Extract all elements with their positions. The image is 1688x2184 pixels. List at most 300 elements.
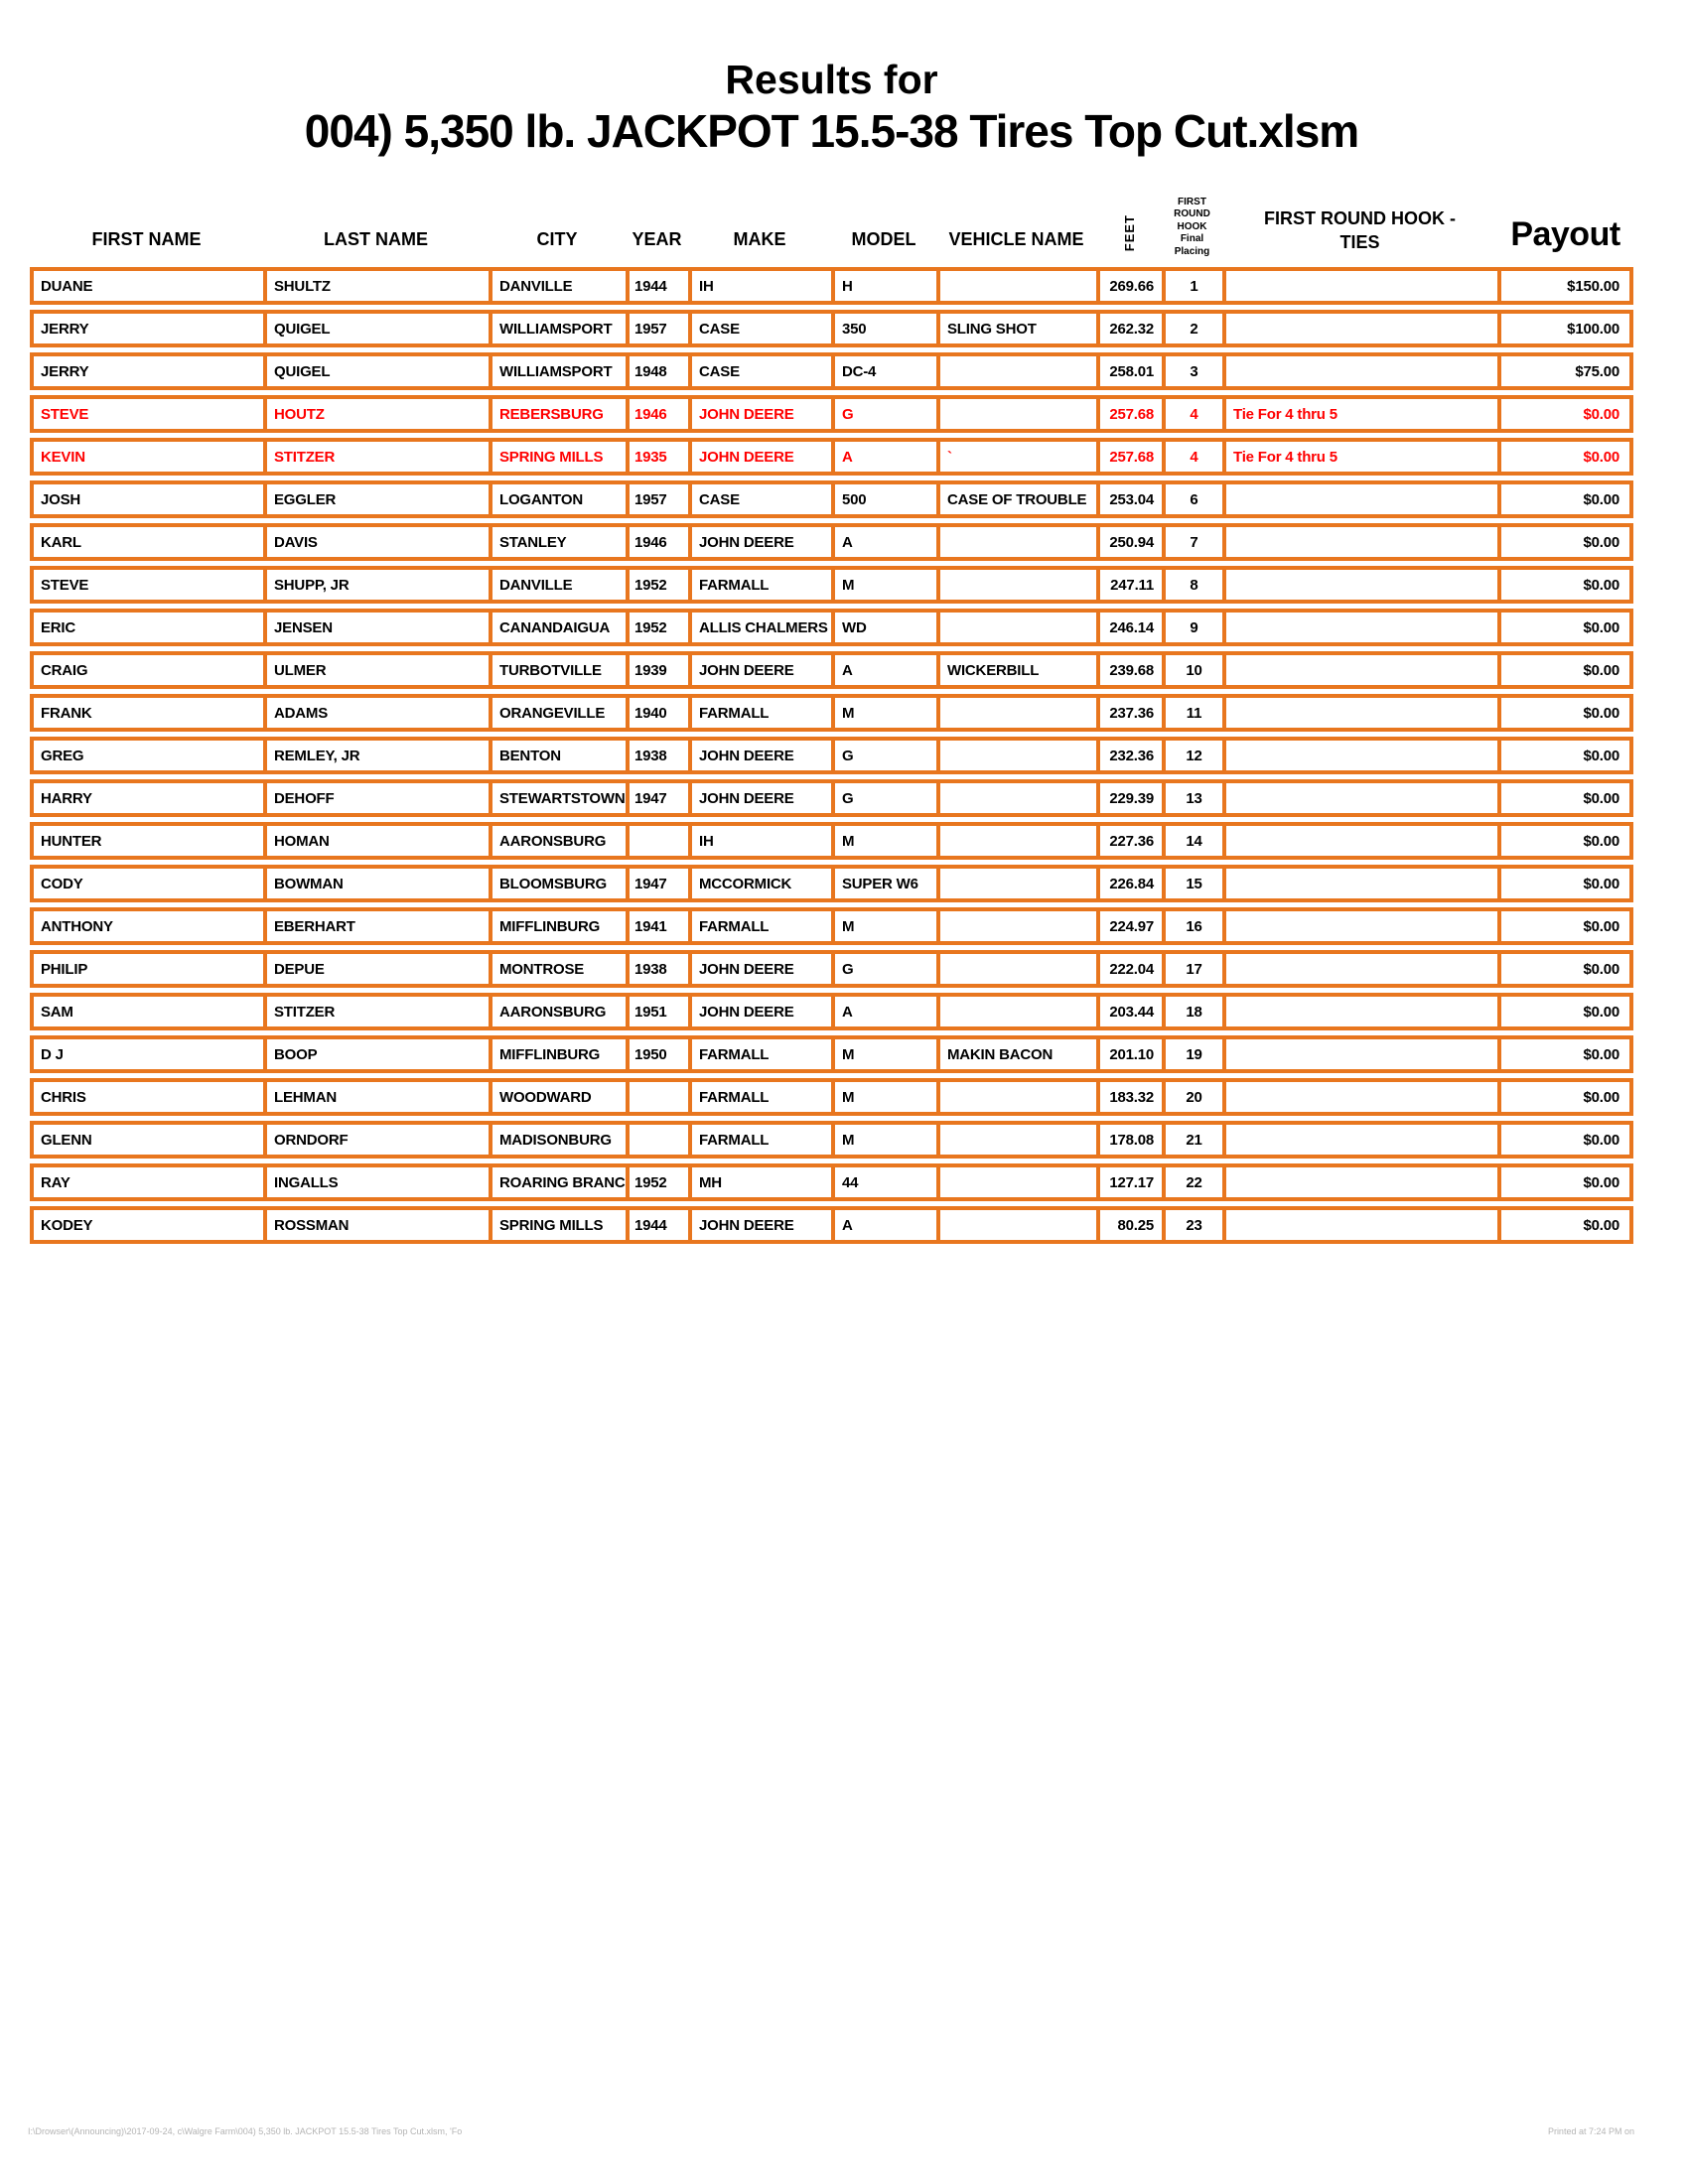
cell-model: DC-4 xyxy=(831,352,936,390)
cell-vehicle xyxy=(936,523,1096,561)
cell-year: 1947 xyxy=(626,779,688,817)
cell-city: ORANGEVILLE xyxy=(489,694,626,732)
table-row xyxy=(30,1035,1633,1073)
report-title xyxy=(30,0,1633,157)
cell-payout: $0.00 xyxy=(1497,1078,1633,1116)
table-row xyxy=(30,993,1633,1030)
footer-file-path: I:\Drowser\(Announcing)\2017-09-24, c\Walgre Farm\004) 5,350 lb. JACKPOT 15.5-38 Tires Top Cut.xlsm, 'Fo xyxy=(28,2126,463,2136)
cell-place: 17 xyxy=(1162,950,1222,988)
cell-first: PHILIP xyxy=(30,950,263,988)
cell-ties xyxy=(1222,822,1497,860)
cell-year: 1941 xyxy=(626,907,688,945)
cell-place: 4 xyxy=(1162,438,1222,476)
cell-city: MIFFLINBURG xyxy=(489,907,626,945)
results-table-body xyxy=(30,267,1633,1244)
cell-vehicle xyxy=(936,993,1096,1030)
cell-make: FARMALL xyxy=(688,1078,831,1116)
cell-ties xyxy=(1222,694,1497,732)
col-header-city: CITY xyxy=(536,229,578,249)
table-row xyxy=(30,1121,1633,1159)
cell-city: AARONSBURG xyxy=(489,822,626,860)
cell-year: 1940 xyxy=(626,694,688,732)
cell-city: MIFFLINBURG xyxy=(489,1035,626,1073)
cell-first: FRANK xyxy=(30,694,263,732)
cell-feet: 232.36 xyxy=(1096,737,1162,774)
cell-make: FARMALL xyxy=(688,1121,831,1159)
cell-ties xyxy=(1222,1078,1497,1116)
cell-year: 1947 xyxy=(626,865,688,902)
cell-place: 9 xyxy=(1162,609,1222,646)
cell-model: WD xyxy=(831,609,936,646)
cell-city: SPRING MILLS xyxy=(489,438,626,476)
cell-payout: $0.00 xyxy=(1497,907,1633,945)
cell-feet: 257.68 xyxy=(1096,395,1162,433)
cell-feet: 262.32 xyxy=(1096,310,1162,347)
table-row xyxy=(30,523,1633,561)
cell-place: 13 xyxy=(1162,779,1222,817)
cell-first: JOSH xyxy=(30,480,263,518)
cell-make: JOHN DEERE xyxy=(688,993,831,1030)
cell-vehicle: SLING SHOT xyxy=(936,310,1096,347)
cell-make: JOHN DEERE xyxy=(688,651,831,689)
cell-ties xyxy=(1222,352,1497,390)
col-header-first-name: FIRST NAME xyxy=(91,229,202,249)
feet-rotated-label: FEET xyxy=(1121,213,1137,251)
cell-ties: Tie For 4 thru 5 xyxy=(1222,395,1497,433)
hook-header-line: Placing xyxy=(1174,245,1210,257)
cell-last: QUIGEL xyxy=(263,310,489,347)
cell-last: HOMAN xyxy=(263,822,489,860)
cell-model: A xyxy=(831,651,936,689)
cell-first: CHRIS xyxy=(30,1078,263,1116)
cell-last: LEHMAN xyxy=(263,1078,489,1116)
cell-make: CASE xyxy=(688,310,831,347)
cell-place: 15 xyxy=(1162,865,1222,902)
cell-model: G xyxy=(831,779,936,817)
cell-vehicle: ` xyxy=(936,438,1096,476)
col-header-first-round-hook-placing xyxy=(1162,159,1222,262)
cell-payout: $0.00 xyxy=(1497,609,1633,646)
cell-vehicle xyxy=(936,1078,1096,1116)
cell-last: EGGLER xyxy=(263,480,489,518)
cell-payout: $0.00 xyxy=(1497,651,1633,689)
cell-model: A xyxy=(831,1206,936,1244)
cell-make: JOHN DEERE xyxy=(688,438,831,476)
cell-model: A xyxy=(831,438,936,476)
cell-model: M xyxy=(831,822,936,860)
cell-place: 16 xyxy=(1162,907,1222,945)
cell-vehicle xyxy=(936,779,1096,817)
cell-feet: 269.66 xyxy=(1096,267,1162,305)
cell-vehicle xyxy=(936,822,1096,860)
cell-last: STITZER xyxy=(263,438,489,476)
cell-feet: 250.94 xyxy=(1096,523,1162,561)
cell-city: STANLEY xyxy=(489,523,626,561)
cell-first: HUNTER xyxy=(30,822,263,860)
table-row xyxy=(30,822,1633,860)
cell-model: A xyxy=(831,523,936,561)
cell-vehicle xyxy=(936,1206,1096,1244)
cell-place: 3 xyxy=(1162,352,1222,390)
cell-model: 500 xyxy=(831,480,936,518)
cell-city: REBERSBURG xyxy=(489,395,626,433)
cell-first: KARL xyxy=(30,523,263,561)
cell-last: DAVIS xyxy=(263,523,489,561)
cell-feet: 183.32 xyxy=(1096,1078,1162,1116)
cell-last: ADAMS xyxy=(263,694,489,732)
cell-first: KODEY xyxy=(30,1206,263,1244)
cell-city: WILLIAMSPORT xyxy=(489,310,626,347)
cell-feet: 246.14 xyxy=(1096,609,1162,646)
cell-first: HARRY xyxy=(30,779,263,817)
cell-model: 350 xyxy=(831,310,936,347)
cell-make: FARMALL xyxy=(688,694,831,732)
cell-ties xyxy=(1222,651,1497,689)
cell-last: QUIGEL xyxy=(263,352,489,390)
cell-make: CASE xyxy=(688,352,831,390)
cell-make: IH xyxy=(688,267,831,305)
cell-last: INGALLS xyxy=(263,1163,489,1201)
cell-ties xyxy=(1222,523,1497,561)
cell-payout: $0.00 xyxy=(1497,566,1633,604)
cell-city: SPRING MILLS xyxy=(489,1206,626,1244)
cell-year: 1938 xyxy=(626,737,688,774)
cell-ties xyxy=(1222,950,1497,988)
cell-first: GLENN xyxy=(30,1121,263,1159)
header-row xyxy=(30,159,1633,262)
cell-city: BLOOMSBURG xyxy=(489,865,626,902)
cell-year: 1935 xyxy=(626,438,688,476)
cell-vehicle xyxy=(936,609,1096,646)
cell-last: BOOP xyxy=(263,1035,489,1073)
cell-last: SHUPP, JR xyxy=(263,566,489,604)
cell-year: 1957 xyxy=(626,480,688,518)
cell-place: 12 xyxy=(1162,737,1222,774)
table-row xyxy=(30,907,1633,945)
cell-year: 1952 xyxy=(626,1163,688,1201)
cell-make: FARMALL xyxy=(688,907,831,945)
col-header-make: MAKE xyxy=(733,229,786,249)
cell-city: TURBOTVILLE xyxy=(489,651,626,689)
col-header-vehicle-name: VEHICLE NAME xyxy=(948,229,1084,249)
cell-first: JERRY xyxy=(30,352,263,390)
cell-ties xyxy=(1222,310,1497,347)
cell-payout: $0.00 xyxy=(1497,395,1633,433)
cell-place: 18 xyxy=(1162,993,1222,1030)
cell-payout: $0.00 xyxy=(1497,779,1633,817)
cell-payout: $0.00 xyxy=(1497,694,1633,732)
cell-feet: 227.36 xyxy=(1096,822,1162,860)
ties-header-line2: TIES xyxy=(1339,231,1380,252)
cell-model: M xyxy=(831,1121,936,1159)
cell-model: M xyxy=(831,694,936,732)
cell-ties xyxy=(1222,737,1497,774)
cell-feet: 203.44 xyxy=(1096,993,1162,1030)
cell-city: MONTROSE xyxy=(489,950,626,988)
cell-last: DEHOFF xyxy=(263,779,489,817)
cell-model: M xyxy=(831,907,936,945)
cell-make: JOHN DEERE xyxy=(688,1206,831,1244)
cell-city: WOODWARD xyxy=(489,1078,626,1116)
cell-city: MADISONBURG xyxy=(489,1121,626,1159)
cell-vehicle: CASE OF TROUBLE xyxy=(936,480,1096,518)
cell-feet: 201.10 xyxy=(1096,1035,1162,1073)
cell-feet: 239.68 xyxy=(1096,651,1162,689)
hook-header-line: HOOK xyxy=(1177,220,1207,232)
cell-make: FARMALL xyxy=(688,566,831,604)
cell-payout: $0.00 xyxy=(1497,1121,1633,1159)
cell-ties xyxy=(1222,609,1497,646)
col-header-payout: Payout xyxy=(1510,215,1620,253)
table-row xyxy=(30,865,1633,902)
cell-place: 4 xyxy=(1162,395,1222,433)
cell-place: 10 xyxy=(1162,651,1222,689)
table-row xyxy=(30,779,1633,817)
report-title-line1: Results for xyxy=(725,57,938,102)
cell-make: CASE xyxy=(688,480,831,518)
cell-feet: 226.84 xyxy=(1096,865,1162,902)
cell-place: 6 xyxy=(1162,480,1222,518)
cell-year: 1952 xyxy=(626,566,688,604)
cell-vehicle xyxy=(936,865,1096,902)
cell-city: ROARING BRANC xyxy=(489,1163,626,1201)
cell-vehicle xyxy=(936,1163,1096,1201)
cell-make: JOHN DEERE xyxy=(688,737,831,774)
cell-vehicle xyxy=(936,395,1096,433)
cell-last: HOUTZ xyxy=(263,395,489,433)
cell-first: KEVIN xyxy=(30,438,263,476)
cell-payout: $0.00 xyxy=(1497,737,1633,774)
cell-payout: $0.00 xyxy=(1497,993,1633,1030)
cell-feet: 258.01 xyxy=(1096,352,1162,390)
cell-ties xyxy=(1222,907,1497,945)
cell-feet: 80.25 xyxy=(1096,1206,1162,1244)
cell-vehicle xyxy=(936,1121,1096,1159)
cell-first: GREG xyxy=(30,737,263,774)
cell-place: 21 xyxy=(1162,1121,1222,1159)
hook-header-line: FIRST xyxy=(1178,196,1206,207)
cell-first: ANTHONY xyxy=(30,907,263,945)
cell-make: JOHN DEERE xyxy=(688,523,831,561)
cell-place: 20 xyxy=(1162,1078,1222,1116)
cell-payout: $0.00 xyxy=(1497,523,1633,561)
cell-ties xyxy=(1222,1206,1497,1244)
cell-first: SAM xyxy=(30,993,263,1030)
cell-last: DEPUE xyxy=(263,950,489,988)
cell-make: ALLIS CHALMERS xyxy=(688,609,831,646)
cell-city: BENTON xyxy=(489,737,626,774)
cell-payout: $0.00 xyxy=(1497,822,1633,860)
cell-feet: 247.11 xyxy=(1096,566,1162,604)
cell-make: MCCORMICK xyxy=(688,865,831,902)
cell-city: DANVILLE xyxy=(489,566,626,604)
cell-vehicle xyxy=(936,267,1096,305)
cell-payout: $0.00 xyxy=(1497,480,1633,518)
cell-make: MH xyxy=(688,1163,831,1201)
cell-year: 1946 xyxy=(626,523,688,561)
cell-year xyxy=(626,822,688,860)
table-row xyxy=(30,737,1633,774)
cell-last: SHULTZ xyxy=(263,267,489,305)
cell-place: 8 xyxy=(1162,566,1222,604)
cell-year: 1938 xyxy=(626,950,688,988)
table-row xyxy=(30,352,1633,390)
cell-city: DANVILLE xyxy=(489,267,626,305)
cell-year: 1944 xyxy=(626,1206,688,1244)
table-row xyxy=(30,310,1633,347)
cell-place: 22 xyxy=(1162,1163,1222,1201)
cell-feet: 257.68 xyxy=(1096,438,1162,476)
cell-last: STITZER xyxy=(263,993,489,1030)
cell-model: M xyxy=(831,566,936,604)
table-row xyxy=(30,480,1633,518)
cell-payout: $0.00 xyxy=(1497,950,1633,988)
cell-payout: $150.00 xyxy=(1497,267,1633,305)
cell-model: SUPER W6 xyxy=(831,865,936,902)
footer-printed-time: Printed at 7:24 PM on xyxy=(1547,2126,1634,2136)
col-header-last-name: LAST NAME xyxy=(324,229,428,249)
cell-vehicle: WICKERBILL xyxy=(936,651,1096,689)
cell-payout: $0.00 xyxy=(1497,1035,1633,1073)
ties-header-line1: FIRST ROUND HOOK - xyxy=(1264,208,1456,229)
cell-first: RAY xyxy=(30,1163,263,1201)
cell-vehicle xyxy=(936,737,1096,774)
hook-header-line: ROUND xyxy=(1174,208,1210,219)
cell-feet: 224.97 xyxy=(1096,907,1162,945)
cell-year: 1957 xyxy=(626,310,688,347)
cell-vehicle xyxy=(936,907,1096,945)
table-row xyxy=(30,651,1633,689)
table-row xyxy=(30,267,1633,305)
cell-city: AARONSBURG xyxy=(489,993,626,1030)
cell-ties xyxy=(1222,993,1497,1030)
cell-ties: Tie For 4 thru 5 xyxy=(1222,438,1497,476)
cell-last: JENSEN xyxy=(263,609,489,646)
cell-year: 1952 xyxy=(626,609,688,646)
cell-place: 23 xyxy=(1162,1206,1222,1244)
cell-vehicle xyxy=(936,950,1096,988)
cell-year: 1946 xyxy=(626,395,688,433)
cell-year: 1948 xyxy=(626,352,688,390)
cell-first: STEVE xyxy=(30,566,263,604)
cell-city: STEWARTSTOWN xyxy=(489,779,626,817)
cell-vehicle xyxy=(936,566,1096,604)
cell-year: 1950 xyxy=(626,1035,688,1073)
cell-ties xyxy=(1222,566,1497,604)
cell-place: 11 xyxy=(1162,694,1222,732)
cell-feet: 127.17 xyxy=(1096,1163,1162,1201)
cell-model: M xyxy=(831,1078,936,1116)
cell-ties xyxy=(1222,267,1497,305)
cell-place: 1 xyxy=(1162,267,1222,305)
cell-feet: 222.04 xyxy=(1096,950,1162,988)
cell-place: 7 xyxy=(1162,523,1222,561)
table-row xyxy=(30,950,1633,988)
table-row xyxy=(30,566,1633,604)
cell-city: WILLIAMSPORT xyxy=(489,352,626,390)
cell-make: FARMALL xyxy=(688,1035,831,1073)
cell-last: REMLEY, JR xyxy=(263,737,489,774)
cell-vehicle xyxy=(936,352,1096,390)
cell-payout: $0.00 xyxy=(1497,1163,1633,1201)
table-row xyxy=(30,1078,1633,1116)
cell-model: 44 xyxy=(831,1163,936,1201)
cell-first: ERIC xyxy=(30,609,263,646)
cell-ties xyxy=(1222,1035,1497,1073)
cell-year: 1951 xyxy=(626,993,688,1030)
cell-last: ORNDORF xyxy=(263,1121,489,1159)
cell-last: EBERHART xyxy=(263,907,489,945)
table-row xyxy=(30,694,1633,732)
cell-feet: 229.39 xyxy=(1096,779,1162,817)
cell-payout: $0.00 xyxy=(1497,1206,1633,1244)
cell-ties xyxy=(1222,1163,1497,1201)
results-table xyxy=(30,154,1633,1249)
cell-model: G xyxy=(831,737,936,774)
cell-feet: 237.36 xyxy=(1096,694,1162,732)
cell-year: 1939 xyxy=(626,651,688,689)
cell-first: D J xyxy=(30,1035,263,1073)
cell-last: ULMER xyxy=(263,651,489,689)
cell-year xyxy=(626,1078,688,1116)
cell-place: 19 xyxy=(1162,1035,1222,1073)
cell-year xyxy=(626,1121,688,1159)
cell-vehicle xyxy=(936,694,1096,732)
cell-ties xyxy=(1222,779,1497,817)
cell-year: 1944 xyxy=(626,267,688,305)
cell-model: H xyxy=(831,267,936,305)
cell-payout: $100.00 xyxy=(1497,310,1633,347)
cell-city: LOGANTON xyxy=(489,480,626,518)
cell-ties xyxy=(1222,480,1497,518)
col-header-feet xyxy=(1096,159,1162,262)
cell-make: JOHN DEERE xyxy=(688,779,831,817)
table-row xyxy=(30,1206,1633,1244)
col-header-first-round-hook-ties xyxy=(1222,159,1497,262)
cell-payout: $0.00 xyxy=(1497,438,1633,476)
cell-last: BOWMAN xyxy=(263,865,489,902)
table-row xyxy=(30,1163,1633,1201)
col-header-year: YEAR xyxy=(632,229,682,249)
cell-feet: 178.08 xyxy=(1096,1121,1162,1159)
cell-make: IH xyxy=(688,822,831,860)
cell-model: M xyxy=(831,1035,936,1073)
cell-place: 14 xyxy=(1162,822,1222,860)
cell-make: JOHN DEERE xyxy=(688,950,831,988)
cell-first: DUANE xyxy=(30,267,263,305)
cell-make: JOHN DEERE xyxy=(688,395,831,433)
cell-model: G xyxy=(831,950,936,988)
cell-model: A xyxy=(831,993,936,1030)
report-title-line2: 004) 5,350 lb. JACKPOT 15.5-38 Tires Top Cut.xlsm xyxy=(304,105,1359,157)
cell-first: CODY xyxy=(30,865,263,902)
cell-last: ROSSMAN xyxy=(263,1206,489,1244)
cell-ties xyxy=(1222,1121,1497,1159)
cell-payout: $0.00 xyxy=(1497,865,1633,902)
cell-first: JERRY xyxy=(30,310,263,347)
cell-ties xyxy=(1222,865,1497,902)
cell-first: CRAIG xyxy=(30,651,263,689)
col-header-model: MODEL xyxy=(851,229,916,249)
cell-payout: $75.00 xyxy=(1497,352,1633,390)
cell-model: G xyxy=(831,395,936,433)
cell-place: 2 xyxy=(1162,310,1222,347)
table-row xyxy=(30,438,1633,476)
cell-city: CANANDAIGUA xyxy=(489,609,626,646)
table-row xyxy=(30,395,1633,433)
cell-feet: 253.04 xyxy=(1096,480,1162,518)
cell-vehicle: MAKIN BACON xyxy=(936,1035,1096,1073)
